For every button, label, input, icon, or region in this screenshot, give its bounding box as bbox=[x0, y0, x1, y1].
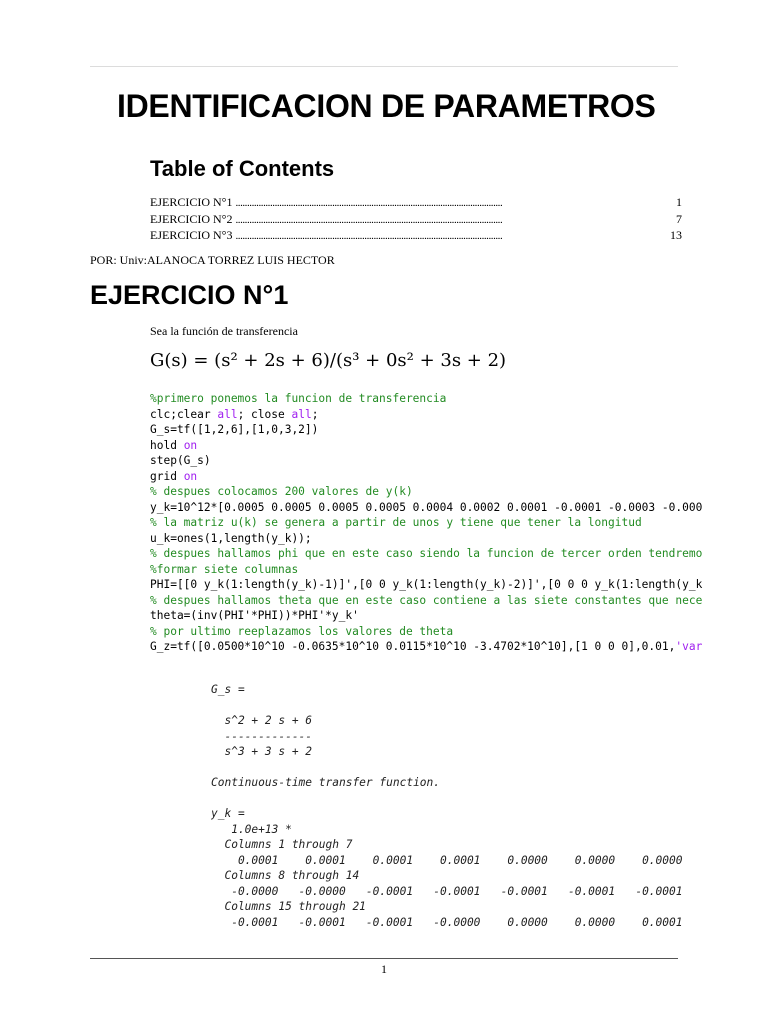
code-comment: % la matriz u(k) se genera a partir de unos y tiene que tener la longitud bbox=[150, 516, 642, 529]
toc-entry[interactable] bbox=[150, 212, 682, 229]
toc-entry-label[interactable]: EJERCICIO N°1 bbox=[150, 195, 233, 209]
code-line bbox=[150, 407, 768, 423]
code-line bbox=[150, 624, 768, 640]
code-comment: % despues hallamos phi que en este caso siendo la funcion de tercer orden tendremo bbox=[150, 547, 703, 560]
code-comment: %primero ponemos la funcion de transferencia bbox=[150, 392, 447, 405]
output-line: 0.0001 0.0001 0.0001 0.0001 0.0000 0.0000 0.0000 bbox=[211, 853, 683, 867]
code-line bbox=[150, 500, 768, 516]
output-line: G_s = bbox=[211, 683, 245, 696]
code-comment: % despues colocamos 200 valores de y(k) bbox=[150, 485, 413, 498]
toc-leader bbox=[235, 212, 665, 227]
code-line bbox=[150, 546, 768, 562]
code-keyword: on bbox=[183, 438, 198, 452]
code-line bbox=[150, 438, 768, 454]
toc-entry[interactable] bbox=[150, 228, 682, 245]
output-line bbox=[211, 698, 768, 714]
code-keyword: all bbox=[291, 407, 312, 421]
output-line: Columns 15 through 21 bbox=[211, 900, 366, 913]
code-text: PHI=[[0 y_k(1:length(y_k)-1)]',[0 0 y_k(1:length(y_k)-2)]',[0 0 0 y_k(1:length(y_k bbox=[150, 578, 703, 591]
toc-entry-page[interactable]: 13 bbox=[670, 228, 682, 242]
output-line: ------------- bbox=[211, 729, 313, 743]
code-text: theta=(inv(PHI'*PHI))*PHI'*y_k' bbox=[150, 609, 359, 622]
code-line bbox=[150, 577, 768, 593]
code-line bbox=[150, 391, 768, 407]
code-line bbox=[150, 515, 768, 531]
document-title: IDENTIFICACION DE PARAMETROS bbox=[117, 88, 656, 124]
code-text: clc;clear bbox=[150, 407, 218, 421]
toc-entry-page[interactable]: 7 bbox=[676, 211, 682, 226]
code-keyword: on bbox=[183, 469, 198, 483]
output-line bbox=[211, 791, 768, 807]
code-keyword: 'var bbox=[675, 640, 703, 653]
toc-leader bbox=[235, 228, 665, 243]
code-comment: %formar siete columnas bbox=[150, 562, 299, 576]
toc-leader bbox=[235, 195, 665, 210]
output-line: Columns 1 through 7 bbox=[211, 838, 353, 851]
toc-entry[interactable] bbox=[150, 195, 682, 212]
output-line: -0.0001 -0.0001 -0.0001 -0.0000 0.0000 0.0000 0.0001 bbox=[211, 915, 683, 929]
top-rule bbox=[90, 66, 678, 67]
output-line: 1.0e+13 * bbox=[211, 822, 292, 836]
author-line: POR: Univ:ALANOCA TORREZ LUIS HECTOR bbox=[90, 253, 335, 267]
code-text: grid bbox=[150, 469, 184, 483]
code-text: G_z=tf([0.0500*10^10 -0.0635*10^10 0.0115*10^10 -3.4702*10^10],[1 0 0 0],0.01, bbox=[150, 640, 676, 653]
output-line: -0.0000 -0.0000 -0.0001 -0.0001 -0.0001 -0.0001 -0.0001 bbox=[211, 884, 683, 898]
output-line: s^3 + 3 s + 2 bbox=[211, 745, 313, 758]
output-line: s^2 + 2 s + 6 bbox=[211, 714, 313, 727]
command-output-block bbox=[211, 682, 768, 930]
page-number: 1 bbox=[381, 962, 387, 976]
code-line bbox=[150, 484, 768, 500]
toc-entry-label[interactable]: EJERCICIO N°3 bbox=[150, 228, 233, 242]
code-text: ; bbox=[311, 407, 319, 421]
footer-rule bbox=[90, 958, 678, 959]
toc-entry-label[interactable]: EJERCICIO N°2 bbox=[150, 211, 233, 226]
output-line: Columns 8 through 14 bbox=[211, 869, 360, 882]
code-comment: % por ultimo reeplazamos los valores de theta bbox=[150, 624, 454, 638]
transfer-function-equation: G(s) = (s² + 2s + 6)/(s³ + 0s² + 3s + 2) bbox=[150, 350, 507, 371]
code-line bbox=[150, 469, 768, 485]
code-line bbox=[150, 593, 768, 609]
code-line bbox=[150, 608, 768, 624]
table-of-contents bbox=[150, 195, 682, 245]
output-line bbox=[211, 760, 768, 776]
code-line bbox=[150, 531, 768, 547]
code-text: u_k=ones(1,length(y_k)); bbox=[150, 531, 312, 545]
toc-heading: Table of Contents bbox=[150, 156, 335, 181]
code-text: ; close bbox=[237, 407, 292, 421]
code-text: hold bbox=[150, 438, 184, 452]
code-text: step(G_s) bbox=[150, 454, 211, 467]
intro-text: Sea la función de transferencia bbox=[150, 324, 298, 338]
code-text: G_s=tf([1,2,6],[1,0,3,2]) bbox=[150, 423, 319, 436]
code-line bbox=[150, 639, 768, 655]
matlab-code-block bbox=[150, 391, 768, 655]
section-heading: EJERCICIO N°1 bbox=[90, 280, 289, 310]
output-line: Continuous-time transfer function. bbox=[211, 776, 441, 789]
code-line bbox=[150, 422, 768, 438]
toc-entry-page[interactable]: 1 bbox=[676, 195, 682, 209]
code-line bbox=[150, 453, 768, 469]
code-text: y_k=10^12*[0.0005 0.0005 0.0005 0.0005 0.0004 0.0002 0.0001 -0.0001 -0.0003 -0.000 bbox=[150, 500, 703, 514]
code-comment: % despues hallamos theta que en este caso contiene a las siete constantes que nece bbox=[150, 593, 703, 607]
code-keyword: all bbox=[217, 407, 238, 421]
code-line bbox=[150, 562, 768, 578]
output-line: y_k = bbox=[211, 807, 245, 820]
